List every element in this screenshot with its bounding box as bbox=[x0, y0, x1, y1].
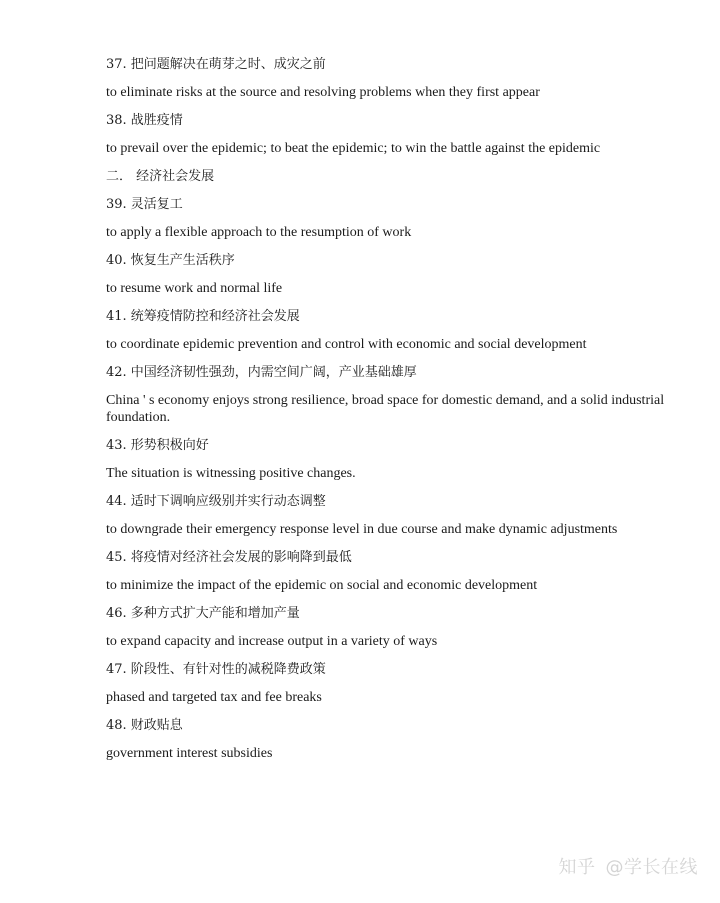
section-heading: 二． 经济社会发展 bbox=[106, 169, 215, 184]
term-47-en: phased and targeted tax and fee breaks bbox=[106, 690, 322, 705]
term-37-en: to eliminate risks at the source and resolving problems when they first appear bbox=[106, 85, 540, 100]
term-44-en: to downgrade their emergency response level in due course and make dynamic adjustments bbox=[106, 522, 618, 537]
term-46-zh: 46. 多种方式扩大产能和增加产量 bbox=[106, 606, 300, 621]
term-39-en: to apply a flexible approach to the resumption of work bbox=[106, 225, 412, 240]
term-45-en: to minimize the impact of the epidemic on social and economic development bbox=[106, 578, 538, 593]
term-43-en: The situation is witnessing positive changes. bbox=[106, 466, 356, 481]
zhihu-watermark bbox=[559, 853, 699, 879]
term-45-zh: 45. 将疫情对经济社会发展的影响降到最低 bbox=[106, 550, 352, 565]
term-39-zh: 39. 灵活复工 bbox=[106, 197, 183, 212]
term-42-en: China ' s economy enjoys strong resilience, broad space for domestic demand, and a solid industrial foundation. bbox=[106, 393, 665, 425]
term-43-zh: 43. 形势积极向好 bbox=[106, 438, 209, 453]
term-42-zh: 42. 中国经济韧性强劲，内需空间广阔，产业基础雄厚 bbox=[106, 365, 417, 380]
watermark-site: 知乎 bbox=[558, 857, 596, 878]
term-48-en: government interest subsidies bbox=[106, 746, 273, 761]
term-41-en: to coordinate epidemic prevention and control with economic and social development bbox=[106, 337, 587, 352]
term-46-en: to expand capacity and increase output in a variety of ways bbox=[106, 634, 438, 649]
term-48-zh: 48. 财政贴息 bbox=[106, 718, 183, 733]
term-41-zh: 41. 统筹疫情防控和经济社会发展 bbox=[106, 309, 300, 324]
watermark-handle: @学长在线 bbox=[605, 857, 698, 878]
term-40-en: to resume work and normal life bbox=[106, 281, 283, 296]
term-38-zh: 38. 战胜疫情 bbox=[106, 113, 183, 128]
term-37-zh: 37. 把问题解决在萌芽之时、成灾之前 bbox=[106, 57, 326, 72]
document-body bbox=[106, 56, 666, 762]
term-40-zh: 40. 恢复生产生活秩序 bbox=[106, 253, 235, 268]
term-47-zh: 47. 阶段性、有针对性的减税降费政策 bbox=[106, 662, 326, 677]
term-38-en: to prevail over the epidemic; to beat the epidemic; to win the battle against the epidemic bbox=[106, 141, 601, 156]
term-44-zh: 44. 适时下调响应级别并实行动态调整 bbox=[106, 494, 326, 509]
